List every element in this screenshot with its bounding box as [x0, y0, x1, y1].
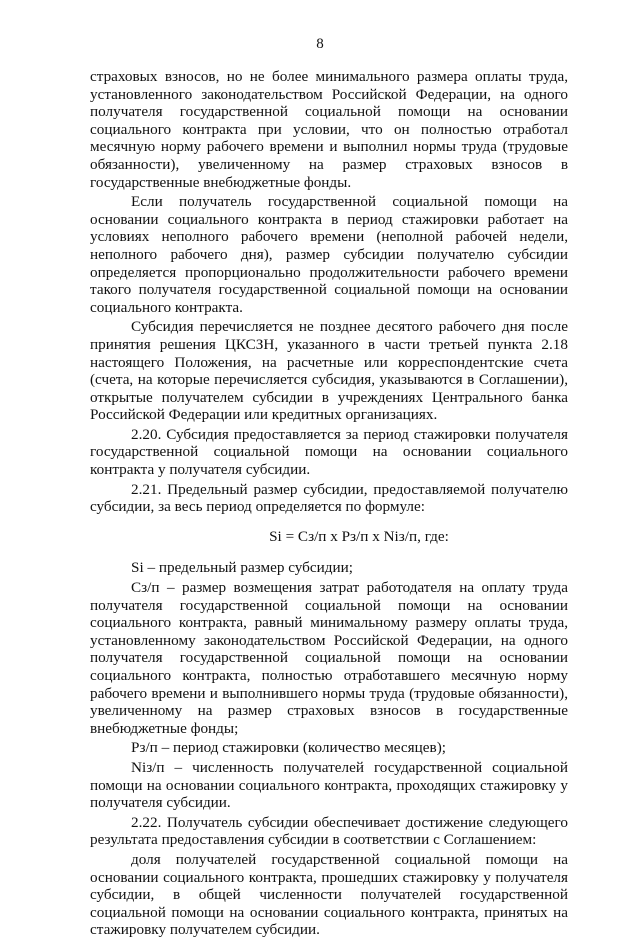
definition-si: Si – предельный размер субсидии; — [131, 559, 353, 577]
paragraph-continuation: страховых взносов, но не более минимального размера оплаты труда, установленного законодательством Российской Федерации, на одного получателя государственной социальной помощи на основании социального контракта при условии, что он полностью отработал месячную норму рабочего времени и выполнил нормы труда (трудовые обязанности), увеличенному на размер страховых взносов в государственные внебюджетные фонды. — [90, 68, 568, 191]
definition-czp: Сз/п – размер возмещения затрат работодателя на оплату труда получателя государственной социальной помощи на основании социального контракта, равный минимальному размеру оплаты труда, установленному законодательством Российской Федерации, на одного получателя государственной социальной помощи на основании социального контракта, полностью отработавшего месячную норму рабочего времени и выполнившего нормы труда (трудовые обязанности), увеличенному на размер страховых взносов в государственные внебюджетные фонды; — [90, 579, 568, 737]
paragraph-part-time: Если получатель государственной социальной помощи на основании социального контракта в период стажировки работает на условиях неполного рабочего времени (неполной рабочей недели, неполного рабочего дня), размер субсидии получателю субсидии определяется пропорционально продолжительности рабочего времени такого получателя государственной социальной помощи на основании социального контракта. — [90, 193, 568, 316]
definition-rzp: Рз/п – период стажировки (количество месяцев); — [131, 739, 446, 757]
document-body — [90, 68, 568, 939]
paragraph-result-indicator: доля получателей государственной социальной помощи на основании социального контракта, прошедших стажировку у получателя субсидии, в общей численности получателей государственной социальной помощи на основании социального контракта, принятых на стажировку получателем субсидии. — [90, 850, 568, 939]
formula: Si = Сз/п х Рз/п х Niз/п, где: — [269, 527, 449, 545]
definition-nizp: Niз/п – численность получателей государственной социальной помощи на основании социального контракта, проходящих стажировку у получателя субсидии. — [90, 758, 568, 812]
page-number: 8 — [316, 36, 324, 52]
paragraph-2-21: 2.21. Предельный размер субсидии, предоставляемой получателю субсидии, за весь период определяется по формуле: — [90, 480, 568, 516]
paragraph-transfer: Субсидия перечисляется не позднее десятого рабочего дня после принятия решения ЦКСЗН, указанного в части третьей пункта 2.18 настоящего Положения, на расчетные или корреспондентские счета (счета, на которые перечисляется субсидия, указываются в Соглашении), открытые получателем субсидии в учреждениях Центрального банка Российской Федерации или кредитных организациях. — [90, 318, 568, 424]
paragraph-2-20: 2.20. Субсидия предоставляется за период стажировки получателя государственной социальной помощи на основании социального контракта у получателя субсидии. — [90, 425, 568, 479]
paragraph-2-22: 2.22. Получатель субсидии обеспечивает достижение следующего результата предоставления субсидии в соответствии с Соглашением: — [90, 813, 568, 849]
